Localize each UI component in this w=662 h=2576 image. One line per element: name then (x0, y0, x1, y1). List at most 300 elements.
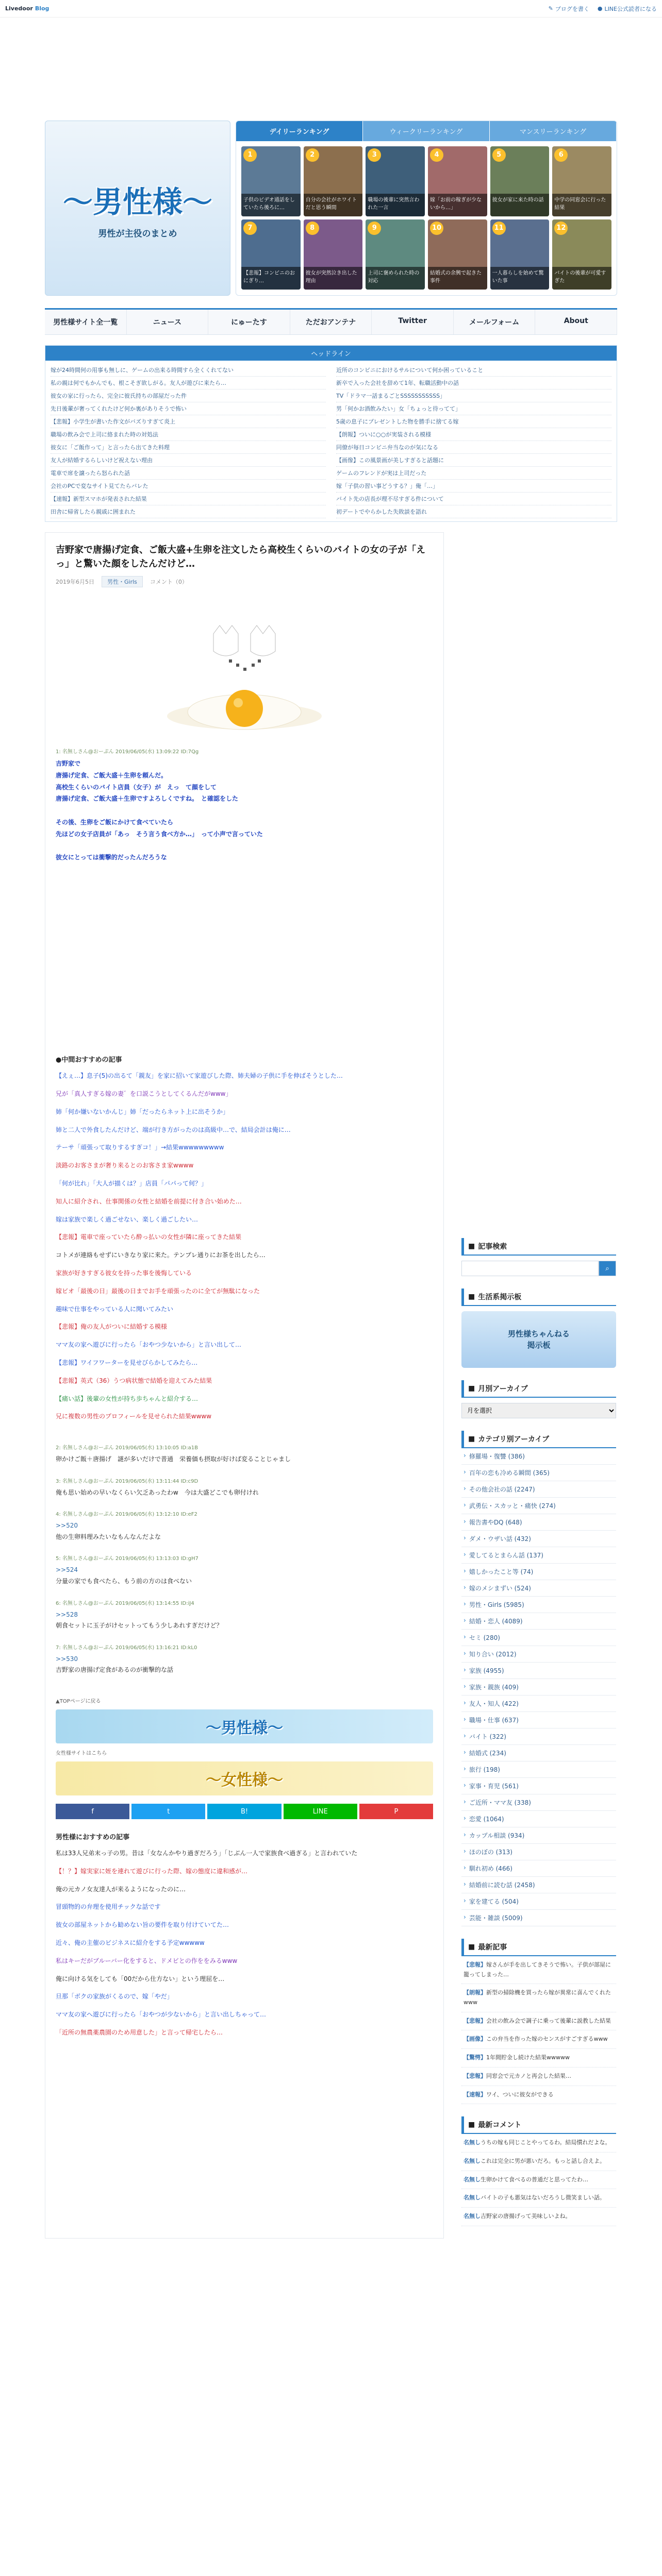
response-text: 他の生卵料理みたいなもんなんだよな (56, 1533, 161, 1540)
category-link[interactable] (461, 1778, 616, 1794)
ranking-caption: 結婚式の余興で起きた事件 (428, 267, 487, 290)
brand-livedoor: Livedoor (5, 5, 33, 12)
archive-title-label: 月別アーカイブ (478, 1385, 528, 1393)
response-text: 俺も思い始めの早いなくらい欠乏あったわw 今は大盛どこでも卵付けれ (56, 1488, 259, 1496)
category-label: 嫁のメシまずい (524) (469, 1585, 531, 1592)
chevron-right-icon: › (464, 1501, 466, 1509)
headline-item[interactable]: 先日後輩が奢ってくれたけど何か裏がありそうで怖い (51, 402, 326, 415)
headline-item[interactable]: 初デートでやらかした失敗談を語れ (336, 505, 611, 518)
site-logo[interactable] (45, 121, 230, 296)
headline-item[interactable]: 近所のコンビニにおけるサルについて何か困っていること (336, 364, 611, 377)
recommend-link[interactable]: 【！？】嫁実家に姪を連れて遊びに行った際、嫁の態度に違和感が… (56, 1867, 248, 1875)
headline-item[interactable]: 嫁「子供の習い事どうする？」俺「…」 (336, 480, 611, 493)
recommend-link[interactable]: 旦那「ボクの家族がくるので、嫁「やだ」 (56, 1993, 173, 2001)
chevron-right-icon: › (464, 1617, 466, 1624)
response-header: 2: 名無しさん@おーぷん 2019/06/05(水) 13:10:05 ID:a1B (56, 1445, 198, 1451)
chevron-right-icon: › (464, 1600, 466, 1607)
recommend-link[interactable]: 兄が「真人すぎる嫁の妻゛を口説こうとしてくるんだがwww」 (56, 1090, 232, 1097)
women-site-label: 女性様サイトはこちら (56, 1751, 107, 1757)
category-link[interactable] (461, 1844, 616, 1860)
entry-tag: 名無し (464, 2139, 481, 2146)
category-link[interactable] (461, 1910, 616, 1926)
article-comment-count[interactable]: コメント（0） (150, 579, 188, 585)
ranking-caption: 彼女が家に来た時の話 (490, 194, 550, 216)
ranking-card[interactable] (304, 219, 363, 290)
category-link[interactable] (461, 1564, 616, 1580)
folder-icon: ■ (468, 1384, 475, 1393)
headline-item[interactable]: 同僚が毎日コンビニ弁当なのが気になる (336, 441, 611, 454)
category-link[interactable] (461, 1827, 616, 1844)
category-link[interactable] (461, 1679, 616, 1696)
chevron-right-icon: › (464, 1815, 466, 1822)
archive-block (461, 1380, 616, 1418)
category-link[interactable] (461, 1811, 616, 1827)
op-line (56, 805, 433, 817)
logo-subtitle: 男性が主役のまとめ (98, 228, 177, 239)
response-anchor-link[interactable]: >>528 (56, 1611, 78, 1618)
sidebar-entry[interactable] (461, 2171, 616, 2190)
category-link[interactable] (461, 1663, 616, 1679)
headline-item[interactable]: 男「何かお酒飲みたい」女「ちょっと待ってて」 (336, 402, 611, 415)
entry-tag: 【画像】 (464, 2036, 486, 2043)
response-anchor-link[interactable]: >>530 (56, 1655, 78, 1663)
sidebar-entry[interactable] (461, 2208, 616, 2226)
search-block (461, 1238, 616, 1276)
share-button[interactable]: B! (207, 1804, 281, 1819)
category-label: 結婚・恋人 (4089) (469, 1618, 523, 1625)
headline-item[interactable]: 【朗報】ついに○○が実装される模様 (336, 428, 611, 441)
headline-item[interactable]: 【速報】新型スマホが発表された結果 (51, 493, 326, 505)
category-label: 結婚式 (234) (469, 1750, 506, 1757)
category-link[interactable] (461, 1448, 616, 1465)
article-main (45, 532, 444, 2239)
ranking-caption: 職場の後輩に突然言われた一言 (366, 194, 425, 216)
op-line: 唐揚げ定食、ご飯大盛＋生卵を頼んだ。 (56, 771, 168, 779)
category-link[interactable] (461, 1761, 616, 1778)
category-link[interactable] (461, 1712, 616, 1728)
headline-item[interactable]: 彼女の家に行ったら、完全に彼氏持ちの部屋だった件 (51, 389, 326, 402)
ranking-card[interactable] (490, 146, 550, 216)
category-link[interactable] (461, 1860, 616, 1877)
category-label: 修羅場・復讐 (386) (469, 1453, 525, 1460)
headline-item[interactable]: 友人が結婚するらしいけど祝えない理由 (51, 454, 326, 467)
rank-number-badge: 4 (430, 148, 443, 162)
folder-icon: ■ (468, 1242, 475, 1250)
sidebar-entry[interactable] (461, 1984, 616, 2012)
line-reader-link[interactable] (598, 5, 657, 13)
category-link[interactable] (461, 1745, 616, 1761)
category-label: ご近所・ママ友 (338) (469, 1799, 531, 1806)
response-body (56, 1487, 433, 1499)
recommend-link[interactable]: 私はキーだがブルーバー化をすると、ドメビとの作ををみるwww (56, 1957, 238, 1964)
response-body (56, 1565, 433, 1587)
category-label: 愛してるとまらん話 (137) (469, 1552, 543, 1559)
response-post (56, 1643, 433, 1676)
chevron-right-icon: › (464, 1534, 466, 1541)
category-link[interactable] (461, 1580, 616, 1597)
category-list (461, 1448, 616, 1926)
top-bar (0, 0, 662, 18)
headline-item[interactable]: 田舎に帰省したら親戚に囲まれた (51, 505, 326, 518)
recommend-link[interactable]: 趣味で仕事をやっている人に聞いてみたい (56, 1305, 174, 1313)
entry-text: 会社の飲み会で調子に乗って後輩に説教した結果 (486, 2017, 611, 2024)
rank-number-badge: 5 (492, 148, 506, 162)
recommend-title: ●中間おすすめの記事 (56, 1056, 122, 1064)
chevron-right-icon: › (464, 1732, 466, 1739)
rank-number-badge: 8 (306, 222, 319, 235)
search-button[interactable] (599, 1261, 616, 1276)
category-label: 家族 (4955) (469, 1667, 504, 1674)
brand-blog: Blog (35, 5, 49, 12)
entry-tag: 名無し (464, 2176, 481, 2183)
chevron-right-icon: › (464, 1452, 466, 1459)
chevron-right-icon: › (464, 1633, 466, 1640)
sidebar-entry[interactable] (461, 2086, 616, 2105)
recommend-link[interactable]: ママ友の家へ遊びに行ったら「おやつ少ないから」と言い出して… (56, 1341, 242, 1349)
response-header: 3: 名無しさん@おーぷん 2019/06/05(水) 13:11:44 ID:c9D (56, 1478, 198, 1484)
headline-item[interactable]: 電車で席を譲ったら怒られた話 (51, 467, 326, 480)
response-anchor-link[interactable]: >>524 (56, 1566, 78, 1574)
headline-list (45, 361, 617, 521)
category-link[interactable] (461, 1613, 616, 1630)
rank-number-badge: 2 (306, 148, 319, 162)
ranking-card[interactable] (241, 146, 301, 216)
recommend-link[interactable]: 嫁ビオ「最後の日」最後の日までお手を頑張ったのに全てが無駄になった (56, 1287, 260, 1295)
latest-articles-title (461, 1939, 616, 1956)
headline-item[interactable]: 嫁が24時間何の用事も無しに、ゲームの出来る時間すら全くくれてない (51, 364, 326, 377)
ranking-card[interactable] (366, 219, 425, 290)
recommend-link[interactable]: 【悲報】英式（36）うつ病状態で結婚を迎えてみた結果 (56, 1377, 212, 1384)
response-text: 卵かけご飯＋唐揚げ 謎が多いだけで普通 栄養価も摂取が好けば変ることじゃまし (56, 1455, 291, 1463)
bottom-recommend-list (56, 1848, 433, 2039)
entry-text: 生卵かけて食べるの普通だと思ってたわ… (481, 2176, 588, 2183)
search-input[interactable] (461, 1261, 599, 1276)
response-header: 5: 名無しさん@おーぷん 2019/06/05(水) 13:13:03 ID:gH7 (56, 1556, 198, 1562)
ranking-caption: 上司に褒められた時の対応 (366, 267, 425, 290)
response-body (56, 1520, 433, 1543)
recommend-link[interactable]: 「近所の無農薬農園のため用意した」と言って帰宅したら… (56, 2029, 223, 2037)
article-category[interactable]: 男性・Girls (102, 576, 143, 587)
entry-text: 同窓会で元カノと再会した結果… (486, 2072, 571, 2079)
recommend-list (56, 1070, 433, 1422)
category-label: 恋愛 (1064) (469, 1816, 504, 1823)
chevron-right-icon: › (464, 1716, 466, 1723)
category-label: 結婚前に読む話 (2458) (469, 1882, 535, 1889)
write-blog-label: ブログを書く (555, 5, 589, 12)
recommend-link[interactable]: 家族が好きすぎる彼女を持った事を後悔している (56, 1269, 192, 1277)
response-header: 7: 名無しさん@おーぷん 2019/06/05(水) 13:16:21 ID:kL0 (56, 1645, 197, 1651)
tab-monthly-ranking[interactable]: マンスリーランキング (490, 121, 617, 141)
ranking-card[interactable] (490, 219, 550, 290)
entry-text: 1年間貯金し続けた結果wwwww (486, 2054, 570, 2061)
category-label: 知り合い (2012) (469, 1651, 517, 1658)
recommend-link[interactable]: 知人に紹介され、仕事関係の女性と結婚を前提に付き合い始めた… (56, 1197, 242, 1205)
recommend-link[interactable]: 近々、俺の主催のビジネスに紹介をする予定wwwww (56, 1939, 205, 1947)
category-label: 嬉しかったこと等 (74) (469, 1568, 534, 1575)
ranking-caption: 彼女が突然泣き出した理由 (304, 267, 363, 290)
nav-mailform[interactable]: メールフォーム (454, 310, 536, 334)
entry-text: 嫁さんが手を出してきそうで怖い。子供が部屋に籠ってしまった… (464, 1961, 611, 1978)
entry-tag: 名無し (464, 2157, 481, 2164)
category-label: その他会社の話 (2247) (469, 1486, 535, 1493)
category-link[interactable] (461, 1465, 616, 1481)
logo-title: 〜男性様〜 (62, 184, 212, 219)
archive-select[interactable] (461, 1403, 616, 1418)
category-link[interactable] (461, 1630, 616, 1646)
category-link[interactable] (461, 1547, 616, 1564)
ranking-card[interactable] (428, 146, 487, 216)
recommend-link[interactable]: 冒頭物的の弁理を使用チックな話です (56, 1903, 161, 1911)
ranking-caption: 中学の同窓会に行った結果 (552, 194, 611, 216)
category-link[interactable] (461, 1646, 616, 1663)
category-label: 馴れ初め (466) (469, 1865, 512, 1872)
ranking-caption: 自分の会社がホワイトだと思う瞬間 (304, 194, 363, 216)
response-anchor-link[interactable]: >>520 (56, 1522, 78, 1530)
nav-antenna[interactable]: ただおアンテナ (290, 310, 372, 334)
category-title-label: カテゴリ別アーカイブ (478, 1435, 550, 1444)
category-label: ほのぼの (313) (469, 1849, 512, 1856)
chevron-right-icon: › (464, 1864, 466, 1871)
livedoor-brand[interactable] (5, 5, 49, 12)
chevron-right-icon: › (464, 1666, 466, 1673)
recommend-link[interactable]: 【悲報】俺の友人がついに結婚する模様 (56, 1323, 168, 1331)
recommend-link[interactable]: 【痛い話】後輩の女性が持ち歩ちゃんと紹介する… (56, 1395, 198, 1402)
recommend-link[interactable]: 【えぇ…】息子(5)の出るて「親友」を家に招いて家遊びした際、姉夫婦の子供に手を伸ばそうとした… (56, 1072, 343, 1080)
recommend-link[interactable]: 彼女の部屋ネットから勧めない旨の要件を取り付けていてた… (56, 1921, 229, 1929)
category-label: セミ (280) (469, 1634, 500, 1641)
ranking-card[interactable] (366, 146, 425, 216)
write-blog-link[interactable] (549, 5, 589, 13)
ranking-panel (236, 121, 617, 296)
chevron-right-icon: › (464, 1782, 466, 1789)
entry-text: 新型の掃除機を買ったら嫁が異常に喜んでくれたwww (464, 1989, 611, 2006)
category-link[interactable] (461, 1531, 616, 1547)
recommend-link[interactable]: 俺に向ける気をしても「00だから仕方ない」という理屈を… (56, 1975, 225, 1982)
article-meta (56, 576, 433, 587)
category-label: 家事・育児 (561) (469, 1783, 519, 1790)
line-icon: ● (597, 5, 603, 12)
article-title: 吉野家で唐揚げ定食、ご飯大盛+生卵を注文したら高校生くらいのバイトの女の子が「えっ」と驚いた顔をしたんだけど… (56, 545, 426, 569)
response-body (56, 1609, 433, 1632)
category-link[interactable] (461, 1498, 616, 1514)
chevron-right-icon: › (464, 1699, 466, 1706)
chevron-right-icon: › (464, 1897, 466, 1904)
ranking-card[interactable] (241, 219, 301, 290)
ranking-caption: 【悲報】コンビニのおにぎり… (241, 267, 301, 290)
rank-number-badge: 11 (492, 222, 506, 235)
recommend-link[interactable]: コトメが連絡もせずにいきなり家に来た。テンプレ通りにお茶を出したら… (56, 1251, 266, 1259)
response-text: 吉野家の唐揚げ定食があるのが衝撃的な話 (56, 1666, 174, 1674)
category-block (461, 1431, 616, 1926)
recommend-link[interactable]: 姉と二人で外食したんだけど、端が行き方がったのは高級中…で、結局会計は俺に… (56, 1126, 291, 1133)
headline-item[interactable]: 会社のPCで変なサイト見てたらバレた (51, 480, 326, 493)
folder-icon: ■ (468, 1943, 475, 1951)
category-label: 家族・親族 (409) (469, 1684, 519, 1691)
sidebar-entry[interactable] (461, 2134, 616, 2153)
nav-all-sites[interactable]: 男性様サイト全一覧 (45, 310, 127, 334)
ranking-caption: 嫁「お前の稼ぎが少ないから…」 (428, 194, 487, 216)
sidebar-entry[interactable] (461, 2049, 616, 2067)
sidebar (461, 532, 616, 2239)
latest-comments-title-label: 最新コメント (478, 2121, 522, 2130)
bottom-recommend-title: 男性様におすすめの記事 (56, 1834, 130, 1842)
chevron-right-icon: › (464, 1765, 466, 1772)
global-nav (45, 308, 617, 335)
headline-item[interactable]: TV「ドラマ一話まるごとSSSSSSSSSSS」 (336, 389, 611, 402)
entry-text: バイトの子も悪気はないだろうし微笑ましい話。 (481, 2194, 605, 2201)
entry-tag: 【朗報】 (464, 1989, 486, 1996)
chevron-right-icon: › (464, 1848, 466, 1855)
nav-about[interactable]: About (535, 310, 617, 334)
sidebar-entry[interactable] (461, 2012, 616, 2031)
rank-number-badge: 3 (368, 148, 381, 162)
chevron-right-icon: › (464, 1567, 466, 1574)
response-header: 4: 名無しさん@おーぷん 2019/06/05(水) 13:12:10 ID:eF2 (56, 1512, 197, 1518)
entry-tag: 【悲報】 (464, 2072, 486, 2079)
pencil-icon: ✎ (548, 5, 553, 12)
ranking-card[interactable] (552, 146, 611, 216)
search-icon: ⌕ (605, 1264, 609, 1272)
share-button[interactable]: P (359, 1804, 433, 1819)
category-label: 友人・知人 (422) (469, 1700, 519, 1707)
entry-tag: 名無し (464, 2194, 481, 2201)
entry-text: うちの嫁も同じことやってるわ。結局慣れだよな。 (481, 2139, 611, 2146)
op-line: 先ほどの女子店員が「あっ そう言う食べ方か…」 って小声で言っていた (56, 830, 263, 838)
category-link[interactable] (461, 1481, 616, 1498)
tab-weekly-ranking[interactable]: ウィークリーランキング (363, 121, 490, 141)
folder-icon: ■ (468, 2121, 475, 2129)
chevron-right-icon: › (464, 1650, 466, 1657)
headline-item[interactable]: 新卒で入った会社を辞めて1年、転職活動中の話 (336, 377, 611, 389)
life-board-banner[interactable]: 男性様ちゃんねる 掲示板 (461, 1311, 616, 1368)
response-text: 分量の家でも食べたら、もう前の方のは食べない (56, 1578, 192, 1585)
back-to-top-link[interactable]: ▲TOPページに戻る (56, 1699, 101, 1705)
ranking-caption: 子供のビデオ通話をしていたら後ろに… (241, 194, 301, 216)
category-link[interactable] (461, 1728, 616, 1745)
archive-title (461, 1380, 616, 1398)
sidebar-entry[interactable] (461, 1956, 616, 1984)
share-button[interactable]: f (56, 1804, 129, 1819)
recommend-link[interactable]: ママ友の家へ遊びに行ったら「おやつが少ないから」と言い出しちゃって… (56, 2011, 267, 2019)
category-label: バイト (322) (469, 1733, 506, 1740)
nav-news[interactable]: ニュース (127, 310, 209, 334)
recommend-link[interactable]: 【悲報】ワイフワーターを見せびらかしてみたら… (56, 1359, 198, 1366)
latest-articles-list (461, 1956, 616, 2104)
share-button[interactable]: LINE (284, 1804, 357, 1819)
nav-newtas[interactable]: にゅーたす (208, 310, 290, 334)
ad-space (56, 863, 433, 1049)
category-link[interactable] (461, 1877, 616, 1893)
tab-daily-ranking[interactable]: デイリーランキング (236, 121, 363, 141)
sidebar-entry[interactable] (461, 2030, 616, 2049)
men-site-banner[interactable]: 〜男性様〜 (56, 1709, 433, 1743)
response-post (56, 1443, 433, 1465)
latest-comments-list (461, 2134, 616, 2226)
share-button[interactable]: t (131, 1804, 205, 1819)
recommend-link[interactable]: 淡路のお客さまが奢り来るとのお客さま家wwww (56, 1162, 194, 1170)
headline-item[interactable]: 【画像】この風景画が美しすぎると話題に (336, 454, 611, 467)
rank-number-badge: 6 (554, 148, 568, 162)
site-header (45, 121, 617, 296)
nav-twitter[interactable]: Twitter (372, 310, 454, 334)
category-label: 百年の恋も冷める瞬間 (365) (469, 1469, 550, 1477)
category-link[interactable] (461, 1893, 616, 1910)
recommend-link[interactable]: 私は33人兄弟末っ子の男。昔は「女なんかやり過ぎだろう」「じぶん一人で家族食べ過ぎる」と言われていた (56, 1850, 358, 1857)
folder-icon: ■ (468, 1293, 475, 1301)
line-reader-label: LINE公式読者になる (604, 5, 657, 12)
category-link[interactable] (461, 1597, 616, 1613)
chevron-right-icon: › (464, 1798, 466, 1805)
response-header: 6: 名無しさん@おーぷん 2019/06/05(水) 13:14:55 ID:iJ4 (56, 1600, 194, 1606)
chevron-right-icon: › (464, 1749, 466, 1756)
headline-item[interactable]: 私の親は何でもかんでも、根こそぎ欲しがる。友人が遊びに来たら… (51, 377, 326, 389)
response-post (56, 1510, 433, 1543)
recommend-link[interactable]: テーサ「頑張って取りするすぎコ！」→結果wwwwwwwww (56, 1144, 224, 1151)
sidebar-entry[interactable] (461, 2189, 616, 2208)
chevron-right-icon: › (464, 1880, 466, 1888)
ranking-card[interactable] (552, 219, 611, 290)
sidebar-entry[interactable] (461, 2067, 616, 2086)
recommend-link[interactable]: 兄に複数の男性のプロフィールを見せられた結果wwww (56, 1413, 212, 1420)
rank-number-badge: 1 (243, 148, 257, 162)
op-line: 唐揚げ定食、ご飯大盛＋生卵ですよろしくですね。 と確認をした (56, 795, 239, 803)
headline-item[interactable]: ゲームのフレンドが実は上司だった (336, 467, 611, 480)
recommend-link[interactable]: 姉「何か嫌いないかんじ」姉「だったらネット上に出そうか」 (56, 1108, 229, 1115)
entry-tag: 【速報】 (464, 2091, 486, 2098)
egg-illustration (152, 603, 337, 737)
rank-number-badge: 10 (430, 222, 443, 235)
recommend-link[interactable]: 俺の元カノ女友達人が来るようになったのに… (56, 1885, 186, 1893)
headline-item[interactable]: 5歳の息子にプレゼントした物を勝手に捨てる嫁 (336, 415, 611, 428)
category-link[interactable] (461, 1696, 616, 1712)
folder-icon: ■ (468, 1435, 475, 1443)
category-link[interactable] (461, 1794, 616, 1811)
chevron-right-icon: › (464, 1468, 466, 1476)
ranking-card[interactable] (428, 219, 487, 290)
headline-item[interactable]: バイト先の店長が理不尽すぎる件について (336, 493, 611, 505)
chevron-right-icon: › (464, 1683, 466, 1690)
entry-tag: 【驚愕】 (464, 2054, 486, 2061)
category-link[interactable] (461, 1514, 616, 1531)
recommend-link[interactable]: 「何が比れ」「大人が描くは？」店員「パパって何？」 (56, 1179, 208, 1187)
article-date: 2019年6月5日 (56, 579, 94, 585)
ranking-card[interactable] (304, 146, 363, 216)
latest-articles-block (461, 1939, 616, 2104)
op-line: 吉野家で (56, 760, 81, 767)
chevron-right-icon: › (464, 1485, 466, 1492)
category-title (461, 1431, 616, 1448)
category-label: 芸能・雑談 (5009) (469, 1914, 523, 1922)
category-label: 家を建てる (504) (469, 1898, 519, 1905)
life-board-block (461, 1289, 616, 1368)
women-site-banner[interactable]: 〜女性様〜 (56, 1761, 433, 1795)
rank-number-badge: 9 (368, 222, 381, 235)
entry-text: ワイ、ついに彼女ができる (486, 2091, 554, 2098)
latest-comments-block (461, 2116, 616, 2226)
headline-item[interactable]: 職場の飲み会で上司に絡まれた時の対処法 (51, 428, 326, 441)
sidebar-entry[interactable] (461, 2153, 616, 2171)
recommend-link[interactable]: 嫁は家族で楽しく過ごせない、楽しく過ごしたい… (56, 1215, 198, 1223)
chevron-right-icon: › (464, 1831, 466, 1838)
headline-box (45, 345, 617, 522)
headline-title: ヘッドライン (45, 346, 617, 361)
op-post-body (56, 758, 433, 863)
response-post (56, 1477, 433, 1499)
recommend-link[interactable]: 【悲報】電車で座っていたら酔っ払いの女性が隣に座ってきた結果 (56, 1233, 242, 1241)
category-label: 職場・仕事 (637) (469, 1717, 519, 1724)
headline-item[interactable]: 【悲報】小学生が書いた作文がバズりすぎて炎上 (51, 415, 326, 428)
headline-item[interactable]: 彼女に「ご飯作って」と言ったら出てきた料理 (51, 441, 326, 454)
